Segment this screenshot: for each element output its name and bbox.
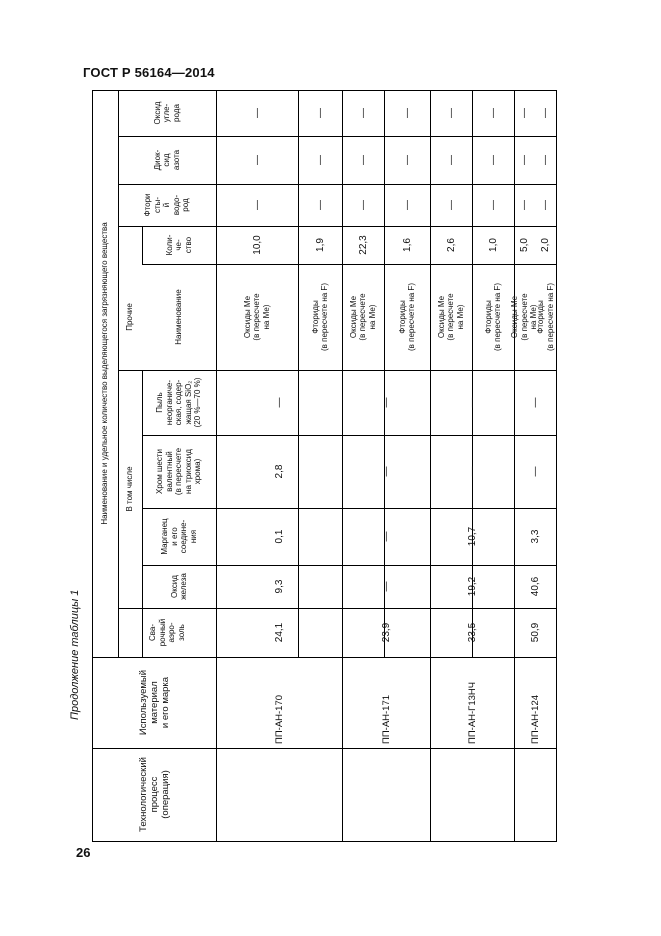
row-hf-cell-text: — (519, 200, 530, 210)
row-iron-cell-text: 40,6 (529, 576, 541, 597)
row-co-cell (535, 90, 556, 136)
row-aerosol-cell-text: 33,5 (466, 622, 478, 643)
row-manganese-cell-text: — (380, 531, 392, 542)
row-other-name-cell (384, 264, 430, 370)
header-iron (142, 565, 216, 608)
row-no2-cell (384, 136, 430, 184)
row-other-name-cell-text: Фториды (в пересчете на F) (536, 283, 555, 351)
row-co-cell-text: — (401, 108, 413, 118)
row-manganese-cell-text: 10,7 (466, 526, 478, 547)
row-no2-cell-text: — (487, 155, 499, 165)
row-dust-cell-text: — (466, 397, 478, 408)
header-group (92, 90, 118, 657)
row-other-name-cell-text: Фториды (в пересчете на F) (397, 283, 416, 351)
row-manganese-cell (342, 508, 430, 565)
row-hf-cell (514, 184, 535, 226)
row-material-cell (430, 657, 514, 748)
row-aerosol-cell (216, 608, 342, 657)
row-hf-cell-text: — (357, 200, 369, 210)
row-dust-cell-text: — (529, 397, 541, 408)
row-other-qty-cell (216, 226, 298, 264)
row-no2-cell (342, 136, 384, 184)
row-iron-cell (514, 565, 556, 608)
row-hf-cell-text: — (540, 200, 551, 210)
table-caption: Продолжение таблицы 1 (69, 589, 81, 720)
row-aerosol-cell (514, 608, 556, 657)
row-co-cell-text: — (357, 108, 369, 118)
header-process-text: Технологический процесс (операция) (137, 757, 171, 832)
header-material-text: Используемый материал и его марка (137, 669, 171, 736)
header-subgroup (118, 370, 142, 608)
row-hf-cell-text: — (251, 200, 263, 210)
row-iron-cell (430, 565, 514, 608)
row-co-cell-text: — (540, 108, 551, 118)
header-other-qty (142, 226, 216, 264)
row-chromium-cell (430, 435, 514, 508)
row-hf-cell-text: — (445, 200, 457, 210)
row-no2-cell (514, 136, 535, 184)
row-manganese-cell-text: 3,3 (529, 529, 541, 544)
row-dust-cell (430, 370, 514, 435)
header-co (118, 90, 216, 136)
row-no2-cell-text: — (314, 155, 326, 165)
row-material-cell (514, 657, 556, 748)
header-process (92, 748, 216, 841)
row-material-cell (216, 657, 342, 748)
row-material-cell (342, 657, 430, 748)
header-aerosol (118, 608, 216, 657)
header-dust-text: Пыль неорганиче- ская, содер- жащая SiO₂ (20 %—70 %) (155, 377, 203, 428)
row-other-name-cell-text: Фториды (в пересчете на F) (483, 283, 502, 351)
row-other-name-cell-text: Оксиды Ме (в пересчете на Ме) (436, 293, 465, 341)
row-chromium-cell-text: — (380, 466, 392, 477)
row-dust-cell (342, 370, 430, 435)
row-other-name-cell (342, 264, 384, 370)
row-co-cell-text: — (487, 108, 499, 118)
row-chromium-cell-text: — (466, 466, 478, 477)
row-process-cell (514, 748, 556, 841)
row-other-name-cell-text: Оксиды Ме (в пересчете на Ме) (242, 293, 271, 341)
header-manganese (142, 508, 216, 565)
table-border-right (556, 90, 557, 841)
document-header-title: ГОСТ Р 56164—2014 (83, 65, 215, 80)
row-other-qty-cell (472, 226, 514, 264)
row-no2-cell-text: — (357, 155, 369, 165)
row-other-name-cell-text: Оксиды Ме (в пересчете на Ме) (510, 293, 539, 341)
row-manganese-cell (216, 508, 342, 565)
row-hf-cell-text: — (401, 200, 413, 210)
row-other-name-cell (510, 264, 539, 370)
row-aerosol-cell (430, 608, 514, 657)
header-other-text: Прочие (125, 303, 135, 331)
header-subgroup-text: В том числе (125, 466, 135, 512)
header-hf (118, 184, 216, 226)
row-material-cell-text: ПП-АН-124 (529, 694, 541, 744)
row-other-qty-cell-text: 2,0 (540, 238, 551, 252)
header-other-qty-text: Коли- че- ство (164, 234, 193, 256)
row-hf-cell (472, 184, 514, 226)
row-other-qty-cell (535, 226, 556, 264)
header-no2 (118, 136, 216, 184)
row-co-cell (430, 90, 472, 136)
row-co-cell (298, 90, 342, 136)
row-other-qty-cell-text: 1,0 (487, 238, 499, 252)
row-other-name-cell (216, 264, 298, 370)
row-other-name-cell (535, 264, 556, 370)
row-no2-cell-text: — (445, 155, 457, 165)
row-other-name-cell-text: Оксиды Ме (в пересчете на Ме) (348, 293, 377, 341)
row-other-qty-cell (384, 226, 430, 264)
row-manganese-cell (430, 508, 514, 565)
header-other-name (142, 264, 216, 370)
row-co-cell (216, 90, 298, 136)
row-other-qty-cell-text: 5,0 (519, 238, 530, 252)
row-co-cell-text: — (314, 108, 326, 118)
row-co-cell-text: — (519, 108, 530, 118)
row-no2-cell (216, 136, 298, 184)
row-iron-cell-text: 9,3 (273, 579, 285, 594)
row-hf-cell (342, 184, 384, 226)
table-border-bottom (92, 841, 557, 842)
row-no2-cell (298, 136, 342, 184)
data-table (92, 90, 556, 841)
row-no2-cell (472, 136, 514, 184)
row-other-qty-cell (430, 226, 472, 264)
row-co-cell (514, 90, 535, 136)
header-material (92, 657, 216, 748)
row-other-qty-cell-text: 1,6 (401, 238, 413, 252)
row-no2-cell-text: — (251, 155, 263, 165)
row-other-qty-cell-text: 10,0 (251, 235, 263, 255)
row-co-cell-text: — (251, 108, 263, 118)
row-other-name-cell-text: Фториды (в пересчете на F) (310, 283, 329, 351)
row-material-cell-text: ПП-АН-170 (273, 694, 285, 744)
row-other-name-cell (298, 264, 342, 370)
row-dust-cell-text: — (273, 397, 285, 408)
row-hf-cell (216, 184, 298, 226)
row-no2-cell-text: — (401, 155, 413, 165)
row-iron-cell (216, 565, 342, 608)
row-co-cell (342, 90, 384, 136)
row-aerosol-cell-text: 23,9 (380, 622, 392, 643)
header-other (118, 264, 142, 370)
row-iron-cell-text: — (380, 581, 392, 592)
row-chromium-cell-text: 2,8 (273, 464, 285, 479)
row-process-cell (216, 748, 342, 841)
row-aerosol-cell-text: 50,9 (529, 622, 541, 643)
header-dust (142, 370, 216, 435)
row-other-name-cell (472, 264, 514, 370)
row-chromium-cell (342, 435, 430, 508)
row-hf-cell (430, 184, 472, 226)
header-aerosol-text: Сва- рочный аэро- золь (148, 618, 186, 647)
row-other-qty-cell-text: 1,9 (314, 238, 326, 252)
row-process-cell (342, 748, 430, 841)
row-manganese-cell (514, 508, 556, 565)
header-iron-text: Оксид железа (169, 573, 188, 600)
row-aerosol-cell (342, 608, 430, 657)
row-chromium-cell-text: — (529, 466, 541, 477)
row-aerosol-cell-text: 24,1 (273, 622, 285, 643)
row-no2-cell (535, 136, 556, 184)
header-hf-text: Фтори сты- й водо- род (143, 193, 191, 217)
row-no2-cell-text: — (519, 155, 530, 165)
row-other-qty-cell-text: 2,6 (445, 238, 457, 252)
row-material-cell-text: ПП-АН-171 (380, 694, 392, 744)
row-hf-cell-text: — (487, 200, 499, 210)
row-no2-cell-text: — (540, 155, 551, 165)
row-other-qty-cell (298, 226, 342, 264)
row-manganese-cell-text: 0,1 (273, 529, 285, 544)
row-iron-cell (342, 565, 430, 608)
header-manganese-text: Марганец и его соедине- ния (160, 518, 198, 555)
row-hf-cell-text: — (314, 200, 326, 210)
row-other-qty-cell (342, 226, 384, 264)
header-chromium-text: Хром шести валентный (в пересчете на триоксид хрома) (155, 447, 203, 496)
row-no2-cell (430, 136, 472, 184)
row-hf-cell (298, 184, 342, 226)
row-iron-cell-text: 19,2 (466, 576, 478, 597)
row-dust-cell (216, 370, 342, 435)
row-other-qty-cell (514, 226, 535, 264)
header-chromium (142, 435, 216, 508)
row-other-qty-cell-text: 22,3 (357, 235, 369, 255)
row-hf-cell (384, 184, 430, 226)
row-other-name-cell (430, 264, 472, 370)
row-chromium-cell (514, 435, 556, 508)
row-dust-cell (514, 370, 556, 435)
header-no2-text: Диок- сид азота (152, 149, 181, 171)
header-other-name-text: Наименование (174, 289, 184, 345)
row-chromium-cell (216, 435, 342, 508)
row-dust-cell-text: — (380, 397, 392, 408)
row-hf-cell (535, 184, 556, 226)
row-co-cell (384, 90, 430, 136)
row-process-cell (430, 748, 514, 841)
header-group-text: Наименование и удельное количество выделяющегося загрязняющего вещества (100, 222, 110, 525)
row-material-cell-text: ПП-АН-Г13НЧ (466, 681, 478, 744)
header-co-text: Оксид угле- рода (152, 101, 181, 125)
page-number: 26 (76, 845, 91, 860)
row-co-cell (472, 90, 514, 136)
row-co-cell-text: — (445, 108, 457, 118)
